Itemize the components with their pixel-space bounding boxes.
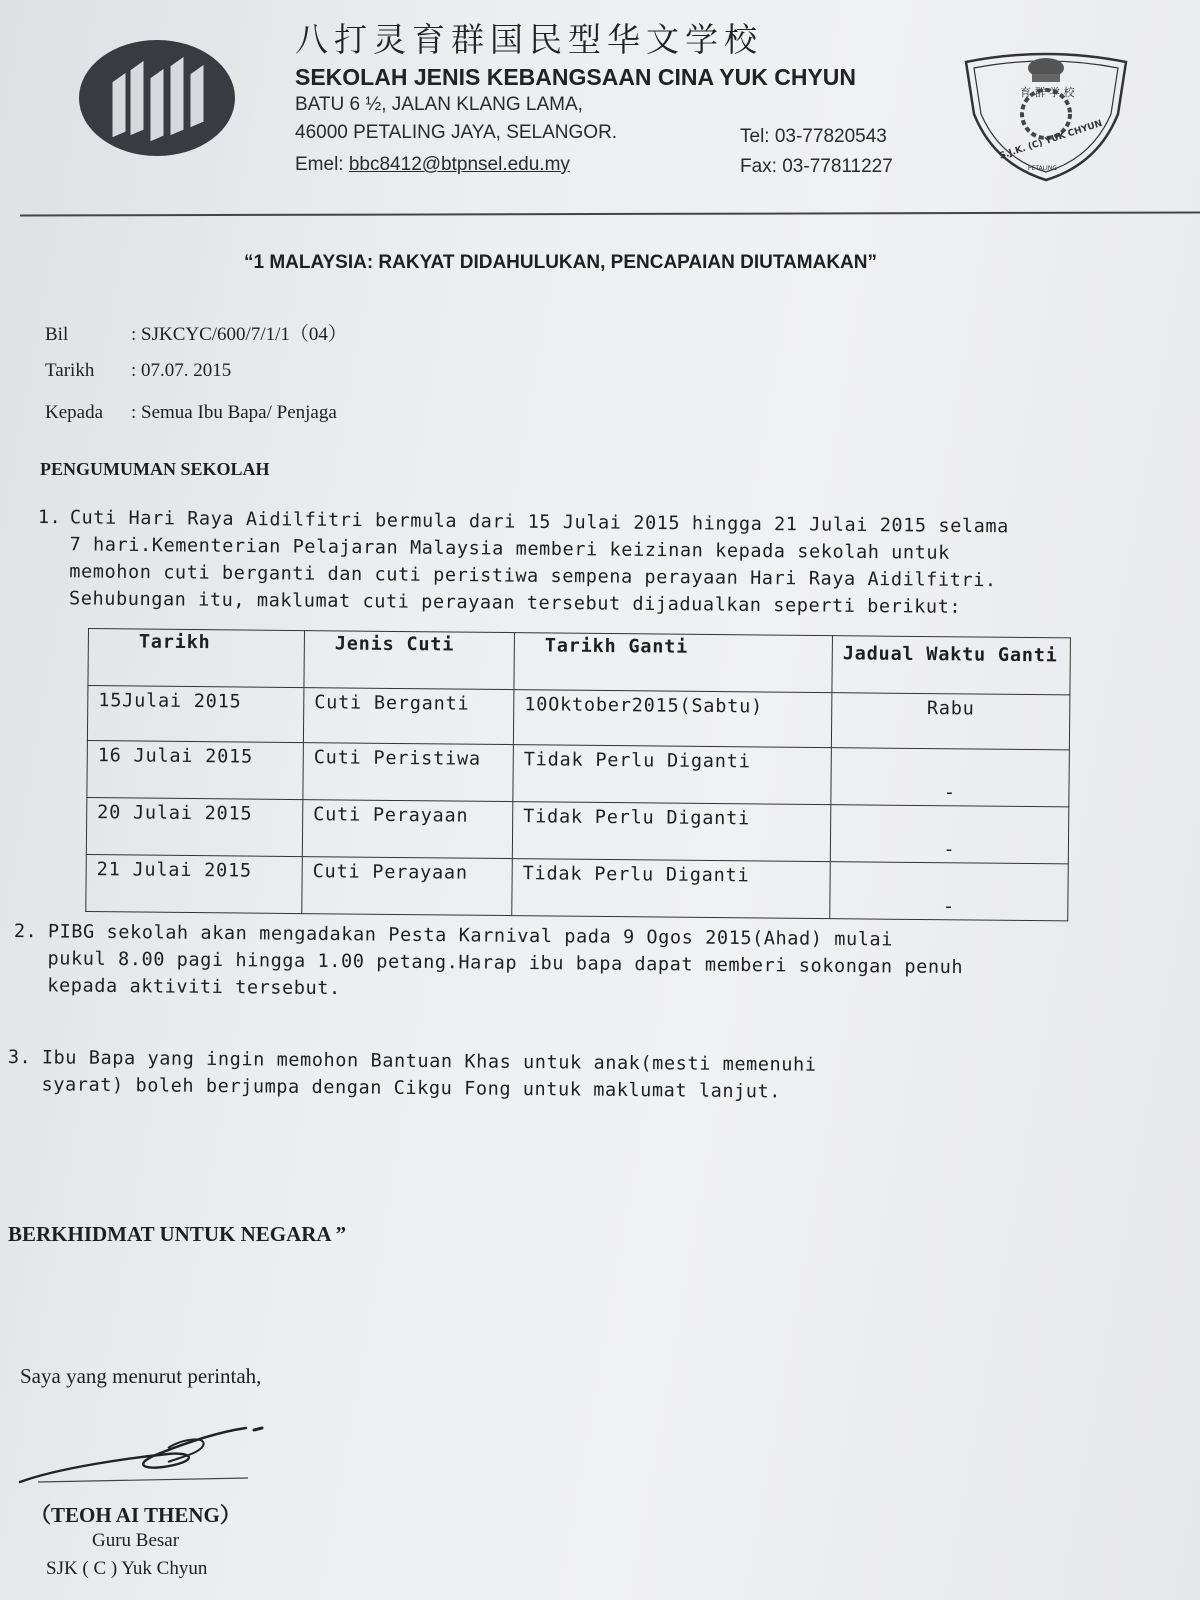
item-number: 2. bbox=[13, 920, 38, 943]
handwritten-signature bbox=[18, 1418, 268, 1488]
table-header-row bbox=[88, 629, 1071, 695]
item-line: syarat) boleh berjumpa dengan Cikgu Fong untuk maklumat lanjut. bbox=[41, 1074, 782, 1103]
cell-schedule: - bbox=[831, 748, 1070, 807]
holiday-table-wrapper bbox=[85, 628, 1071, 921]
item-line: 7 hari.Kementerian Pelajaran Malaysia memberi keizinan kepada sekolah untuk bbox=[69, 534, 951, 564]
crest-chinese-text: 育 群 学 校 bbox=[1020, 86, 1075, 99]
meta-kepada bbox=[45, 402, 337, 424]
item-line: memohon cuti berganti dan cuti peristiwa sempena perayaan Hari Raya Aidilfitri. bbox=[69, 561, 997, 592]
email-address[interactable]: bbc8412@btpnsel.edu.my bbox=[348, 154, 570, 175]
ministry-logo bbox=[78, 38, 236, 158]
address-line-1: BATU 6 ½, JALAN KLANG LAMA, bbox=[295, 94, 583, 115]
announcement-item-2 bbox=[13, 918, 1154, 1019]
telephone: Tel: 03-77820543 bbox=[740, 126, 887, 147]
cell-replacement: Tidak Perlu Diganti bbox=[512, 802, 831, 862]
motto: “1 MALAYSIA: RAKYAT DIDAHULUKAN, PENCAPAIAN DIUTAMAKAN” bbox=[244, 252, 877, 273]
meta-bil bbox=[45, 319, 347, 346]
cell-replacement: 10Oktober2015(Sabtu) bbox=[513, 690, 832, 748]
item-number: 1. bbox=[37, 506, 62, 529]
item-line: PIBG sekolah akan mengadakan Pesta Karnival pada 9 Ogos 2015(Ahad) mulai bbox=[47, 921, 894, 951]
meta-value: : SJKCYC/600/7/1/1（04） bbox=[131, 324, 347, 345]
cell-replacement: Tidak Perlu Diganti bbox=[513, 745, 832, 805]
announcement-item-1 bbox=[37, 504, 1158, 635]
item-number: 3. bbox=[7, 1046, 32, 1069]
signature-intro: Saya yang menurut perintah, bbox=[20, 1364, 262, 1388]
cell-type: Cuti Berganti bbox=[303, 688, 514, 745]
signatory-role: Guru Besar bbox=[92, 1530, 180, 1551]
table-row bbox=[86, 797, 1069, 863]
crest-ring-text: S.J.K. (C) YUK CHYUN bbox=[998, 118, 1104, 162]
crest-bottom-text: PETALING bbox=[1028, 165, 1057, 172]
cell-date: 20 Julai 2015 bbox=[86, 797, 303, 856]
header-tarikh-ganti: Tarikh Ganti bbox=[514, 633, 833, 693]
cell-date: 21 Julai 2015 bbox=[86, 854, 303, 913]
meta-key: Tarikh bbox=[45, 360, 95, 381]
cell-schedule: - bbox=[830, 862, 1069, 921]
table-row bbox=[87, 686, 1069, 750]
meta-key: Bil bbox=[45, 324, 69, 345]
signatory-name: （TEOH AI THENG） bbox=[30, 1503, 241, 1527]
holiday-table bbox=[85, 628, 1071, 921]
email-label: Emel: bbox=[295, 154, 349, 175]
closing-motto: BERKHIDMAT UNTUK NEGARA ” bbox=[8, 1222, 347, 1246]
fax: Fax: 03-77811227 bbox=[740, 156, 893, 177]
cell-type: Cuti Perayaan bbox=[302, 857, 513, 916]
cell-date: 16 Julai 2015 bbox=[87, 740, 304, 799]
header-jenis-cuti: Jenis Cuti bbox=[304, 631, 515, 690]
cell-date: 15Julai 2015 bbox=[87, 686, 304, 743]
item-line: Cuti Hari Raya Aidilfitri bermula dari 15 Julai 2015 hingga 21 Julai 2015 selama bbox=[69, 507, 1009, 538]
cell-schedule: - bbox=[830, 805, 1069, 864]
section-title: PENGUMUMAN SEKOLAH bbox=[40, 459, 270, 479]
school-name: SEKOLAH JENIS KEBANGSAAN CINA YUK CHYUN bbox=[295, 64, 857, 90]
signatory-school: SJK ( C ) Yuk Chyun bbox=[46, 1558, 208, 1579]
header-divider bbox=[20, 211, 1200, 216]
cell-replacement: Tidak Perlu Diganti bbox=[512, 859, 831, 919]
email-line bbox=[295, 154, 570, 176]
item-line: kepada aktiviti tersebut. bbox=[47, 975, 341, 1000]
item-line: pukul 8.00 pagi hingga 1.00 petang.Harap ibu bapa dapat memberi sokongan penuh bbox=[47, 948, 964, 979]
cell-schedule: Rabu bbox=[831, 693, 1070, 750]
item-line: Sehubungan itu, maklumat cuti perayaan tersebut dijadualkan seperti berikut: bbox=[68, 588, 962, 618]
table-row bbox=[87, 740, 1070, 806]
meta-value: : 07.07. 2015 bbox=[131, 360, 232, 381]
header-jadual-waktu-ganti: Jadual Waktu Ganti bbox=[832, 636, 1071, 695]
table-row bbox=[86, 854, 1069, 920]
cell-type: Cuti Peristiwa bbox=[303, 743, 514, 802]
meta-value: : Semua Ibu Bapa/ Penjaga bbox=[131, 402, 337, 423]
address-line-2: 46000 PETALING JAYA, SELANGOR. bbox=[295, 122, 618, 143]
item-line: Ibu Bapa yang ingin memohon Bantuan Khas untuk anak(mesti memenuhi bbox=[41, 1047, 817, 1076]
school-chinese-name: 八打灵育群国民型华文学校 bbox=[295, 20, 763, 59]
announcement-item-3 bbox=[7, 1044, 1148, 1115]
cell-type: Cuti Perayaan bbox=[302, 800, 513, 859]
meta-tarikh bbox=[45, 360, 231, 382]
meta-key: Kepada bbox=[45, 402, 104, 423]
school-crest bbox=[958, 44, 1134, 184]
header-tarikh: Tarikh bbox=[88, 629, 305, 688]
